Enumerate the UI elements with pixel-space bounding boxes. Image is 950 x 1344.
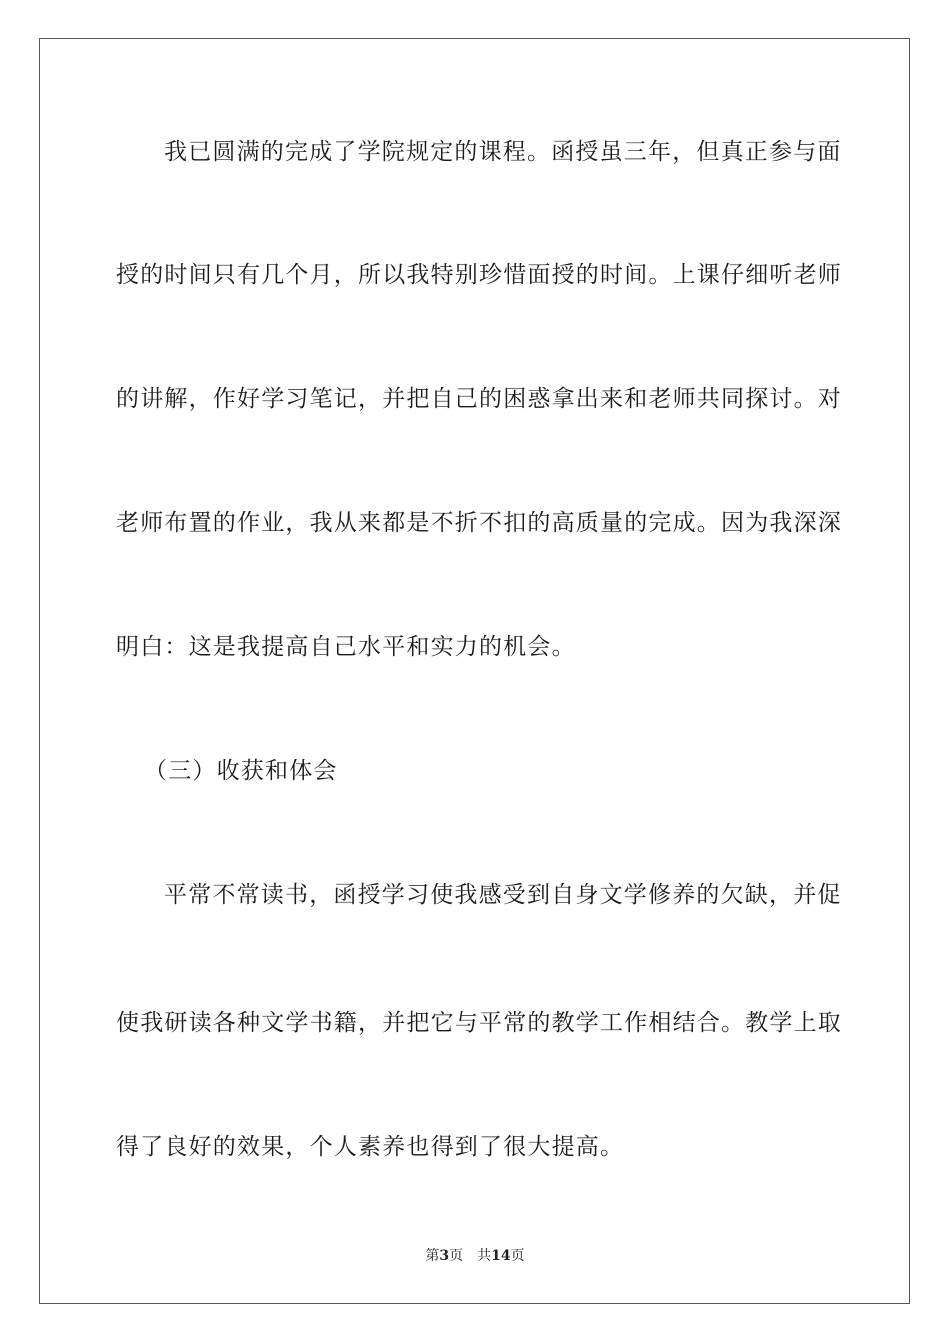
page-prefix: 第 [425, 1248, 440, 1264]
page-border [39, 38, 910, 1304]
paragraph-1-line-2: 授的时间只有几个月，所以我特别珍惜面授的时间。上课仔细听老师 [116, 262, 842, 288]
paragraph-2-line-3: 得了良好的效果，个人素养也得到了很大提高。 [116, 1134, 625, 1160]
total-prefix: 共 [477, 1248, 492, 1264]
paragraph-1-line-3: 的讲解，作好学习笔记，并把自己的困惑拿出来和老师共同探讨。对 [116, 386, 842, 412]
paragraph-2-line-2: 使我研读各种文学书籍，并把它与平常的教学工作相结合。教学上取 [116, 1010, 842, 1036]
page-suffix: 页 [449, 1248, 464, 1264]
total-pages-number: 14 [491, 1248, 511, 1264]
paragraph-1-line-1: 我已圆满的完成了学院规定的课程。函授虽三年，但真正参与面 [164, 139, 842, 165]
current-page-number: 3 [439, 1248, 450, 1264]
section-heading: （三）收获和体会 [144, 758, 338, 784]
total-suffix: 页 [510, 1248, 525, 1264]
page-footer [0, 1246, 950, 1266]
paragraph-1-line-4: 老师布置的作业，我从来都是不折不扣的高质量的完成。因为我深深 [116, 510, 842, 536]
paragraph-2-line-1: 平常不常读书，函授学习使我感受到自身文学修养的欠缺，并促 [164, 882, 842, 908]
paragraph-1-line-5: 明白：这是我提高自己水平和实力的机会。 [116, 634, 576, 660]
